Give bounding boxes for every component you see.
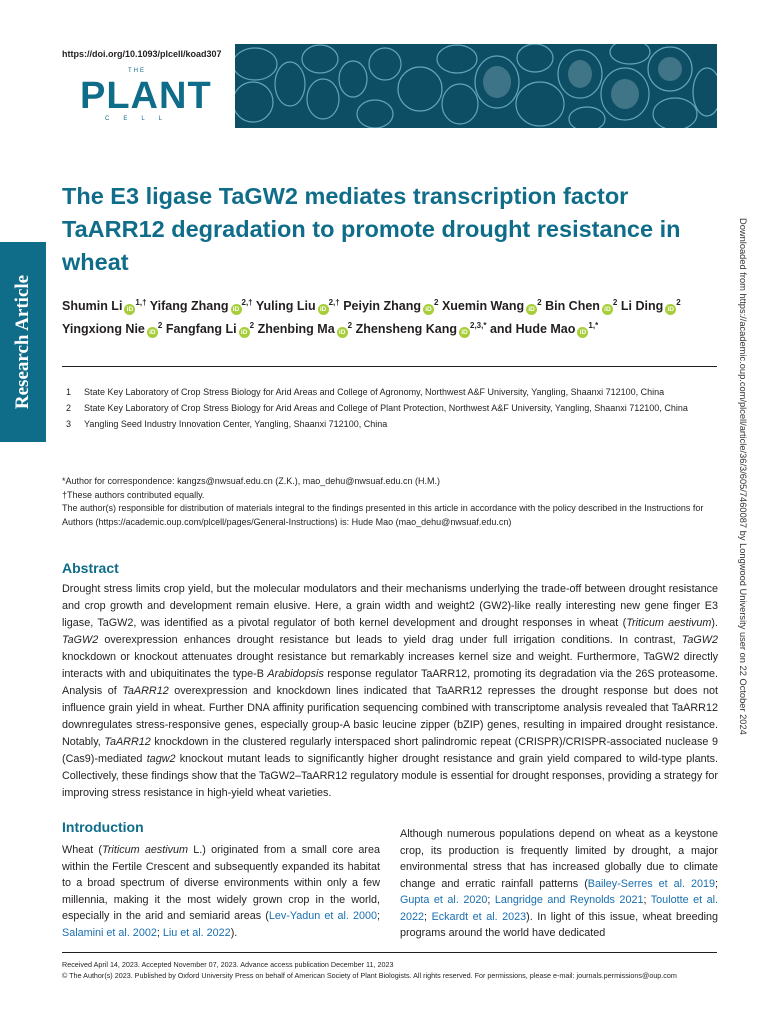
affiliation-marker: 2: [434, 298, 439, 307]
affiliation-text: State Key Laboratory of Crop Stress Biology for Arid Areas and College of Plant Protection, Northwest A&F University, Yangling, Shaanxi 712100, China: [84, 403, 688, 413]
affiliation-number: 1: [66, 387, 72, 397]
journal-logo: [80, 68, 212, 128]
introduction-heading: Introduction: [62, 819, 144, 835]
text-run: ).: [230, 926, 238, 939]
author: [258, 322, 353, 336]
cell-micrograph-banner: [235, 44, 717, 128]
orcid-icon[interactable]: iD: [318, 304, 329, 315]
author: [516, 322, 599, 336]
abstract-text: [62, 581, 718, 802]
orcid-icon[interactable]: iD: [577, 327, 588, 338]
author: [62, 299, 147, 313]
author-name[interactable]: Fangfang Li: [165, 322, 237, 336]
italic-term: tagw2: [146, 753, 176, 765]
text-run: ). In light of this issue, wheat breeding programs around the world have dedicated: [400, 910, 719, 939]
orcid-icon[interactable]: iD: [602, 304, 613, 315]
copyright-notice: © The Author(s) 2023. Published by Oxford University Press on behalf of American Society of Plant Biologists. All rights reserved. For permissions, please e-mail: journals.permissions@oup.com: [62, 971, 677, 980]
affiliation-marker: 1,*: [588, 321, 599, 330]
correspondence-emails: *Author for correspondence: kangzs@nwsuaf.edu.cn (Z.K.), mao_dehu@nwsuaf.edu.cn (H.M.): [62, 476, 440, 486]
citation-link[interactable]: Bailey-Serres et al. 2019: [587, 877, 715, 890]
introduction-column-left: [62, 842, 380, 941]
affiliation-marker: 2: [612, 298, 618, 307]
author-name[interactable]: Yuling Liu: [255, 299, 316, 313]
cell-pattern-graphic: [235, 44, 717, 128]
author-name[interactable]: Peiyin Zhang: [343, 299, 421, 313]
orcid-icon[interactable]: iD: [459, 327, 470, 338]
correspondence-block: [62, 475, 717, 529]
author-name[interactable]: Li Ding: [620, 299, 664, 313]
article-title: The E3 ligase TaGW2 mediates transcription factor TaARR12 degradation to promote drought resistance in wheat: [62, 183, 681, 275]
text-run: ;: [156, 926, 163, 939]
author: [62, 322, 162, 336]
italic-term: TaARR12: [104, 736, 151, 748]
author: [545, 299, 617, 313]
author: [343, 299, 438, 313]
orcid-icon[interactable]: iD: [423, 304, 434, 315]
text-run: ;: [715, 877, 718, 890]
italic-term: Arabidopsis: [267, 668, 324, 680]
doi-link[interactable]: https://doi.org/10.1093/plcell/koad307: [62, 49, 222, 59]
logo-cell: CELL: [105, 116, 177, 122]
introduction-column-right: [400, 826, 718, 942]
logo-plant: PLANT: [80, 75, 212, 117]
author: [356, 322, 487, 336]
author-name[interactable]: Xuemin Wang: [441, 299, 525, 313]
author-name[interactable]: Yingxiong Nie: [62, 322, 145, 336]
text-run: knockdown or knockout attenuates drought resistance but remarkably increases kernel size and weight. Furthermore, TaGW2 directly interacts with and ubiquitinates the type-B: [62, 651, 718, 680]
author: [442, 299, 542, 313]
author: [166, 322, 254, 336]
author: [621, 299, 681, 313]
orcid-icon[interactable]: iD: [124, 304, 135, 315]
text-run: knockdown in the clustered regularly interspaced short palindromic repeat (CRISPR)/CRISPR-associated nuclease 9 (Cas9)-mediated: [62, 736, 719, 765]
affiliation-text: Yangling Seed Industry Innovation Center, Yangling, Shaanxi 712100, China: [84, 419, 388, 429]
footer: [62, 959, 717, 981]
italic-term: Triticum aestivum: [102, 844, 189, 856]
author: [256, 299, 340, 313]
abstract-heading: Abstract: [62, 560, 119, 576]
text-run: ;: [377, 910, 380, 922]
affiliation-marker: 2,†: [328, 298, 340, 307]
article-type-label: Research Article: [12, 274, 33, 410]
article-type-tab: [0, 242, 46, 442]
affiliation-item: [62, 402, 717, 415]
italic-term: TaGW2: [681, 634, 718, 646]
affiliation-marker: 2: [537, 298, 542, 307]
italic-term: TaGW2: [62, 634, 99, 646]
author-name[interactable]: Hude Mao: [515, 322, 576, 336]
affiliation-marker: 2: [249, 321, 255, 330]
affiliation-marker: 2,†: [241, 298, 253, 307]
orcid-icon[interactable]: iD: [231, 304, 242, 315]
affiliation-marker: 2: [157, 321, 163, 330]
affiliation-marker: 2: [347, 321, 353, 330]
text-run: Drought stress limits crop yield, but the molecular modulators and their mechanisms underlying the trade-off between drought resistance and crop growth and development remain elusive. Here, a grain width and weight2 (GW2)-like really interesting new gene finger E3 ligase, TaGW2, was identified as a pivotal regulator of both kernel development and drought responses in wheat (: [62, 583, 718, 629]
affiliation-item: [62, 418, 717, 431]
orcid-icon[interactable]: iD: [337, 327, 348, 338]
affiliation-item: [62, 386, 717, 399]
materials-distribution-note: The author(s) responsible for distribution of materials integral to the findings presented in this article in accordance with the policy described in the Instructions for Authors (https://academic.oup.com/plcell/pages/General-Instructions) is: Hude Mao (mao_dehu@nwsuaf.edu.cn): [62, 503, 704, 527]
author-name[interactable]: Zhenbing Ma: [257, 322, 335, 336]
citation-link[interactable]: Toulotte et al. 2022: [400, 894, 719, 923]
author-connector: and: [489, 322, 516, 336]
orcid-icon[interactable]: iD: [239, 327, 250, 338]
citation-link[interactable]: Gupta et al. 2020: [400, 894, 488, 906]
citation-link[interactable]: Lev-Yadun et al. 2000: [268, 910, 377, 922]
orcid-icon[interactable]: iD: [526, 304, 537, 315]
affiliation-marker: 1,†: [135, 298, 147, 307]
author-list: [62, 293, 722, 339]
italic-term: Triticum aestivum: [626, 617, 712, 629]
received-dates: Received April 14, 2023. Accepted November 07, 2023. Advance access publication December 11, 2023: [62, 960, 394, 969]
footer-divider: [62, 952, 717, 953]
affiliation-number: 3: [66, 419, 72, 429]
author-name[interactable]: Yifang Zhang: [149, 299, 229, 313]
orcid-icon[interactable]: iD: [665, 304, 676, 315]
text-run: Although numerous populations depend on wheat as a keystone crop, its production is frequently limited by drought, a major environmental stress that has increased globally due to climate change and erratic rainfall patterns (: [400, 828, 718, 890]
text-run: L.) originated from a small core area within the Fertile Crescent and subsequently expanded its habitat to a broad spectrum of diverse environments within only a few millennia, making it the most widely grown crop in the world, especially in the arid and semiarid areas (: [62, 844, 380, 922]
author: [150, 299, 253, 313]
logo-the: THE: [128, 68, 146, 74]
citation-link[interactable]: Salamini et al. 2002: [62, 926, 157, 939]
citation-link[interactable]: Liu et al. 2022: [162, 926, 231, 939]
text-run: ).: [711, 617, 718, 629]
text-run: ;: [424, 910, 432, 923]
citation-link[interactable]: Eckardt et al. 2023: [431, 910, 527, 923]
download-note: [733, 218, 751, 778]
text-run: response regulator TaARR12, promoting its degradation via the 26S proteasome. Analysis of: [62, 668, 719, 697]
text-run: Wheat (: [62, 844, 103, 856]
italic-term: TaARR12: [122, 685, 169, 697]
citation-link[interactable]: Langridge and Reynolds 2021: [494, 894, 644, 906]
author-name[interactable]: Bin Chen: [545, 299, 600, 313]
download-note-text: Downloaded from https://academic.oup.com/plcell/article/36/3/605/7460087 by Longwood University user on 22 October 2024: [738, 218, 748, 735]
text-run: overexpression and knockdown lines indicated that TaARR12 represses the drought response but does not influence grain yield in wheat. Further DNA affinity purification sequencing combined with transcriptome analysis revealed that TaARR12 downregulates stress-responsive genes, especially group-A basic leucine zipper (bZIP) genes, resulting in impaired drought resistance. Notably,: [62, 685, 718, 748]
text-run: overexpression enhances drought resistance but leads to yield drag under full irrigation conditions. In contrast,: [98, 634, 682, 646]
affiliation-number: 2: [66, 403, 72, 413]
affiliation-marker: 2,3,*: [470, 321, 487, 330]
equal-contribution-note: †These authors contributed equally.: [62, 489, 205, 500]
affiliation-text: State Key Laboratory of Crop Stress Biology for Arid Areas and College of Agronomy, Northwest A&F University, Yangling, Shaanxi 712100, China: [84, 387, 665, 397]
author-name[interactable]: Shumin Li: [62, 299, 123, 313]
author-name[interactable]: Zhensheng Kang: [355, 322, 457, 336]
text-run: ;: [643, 894, 651, 906]
orcid-icon[interactable]: iD: [147, 327, 158, 338]
text-run: ;: [487, 894, 495, 906]
affiliation-marker: 2: [676, 298, 681, 307]
text-run: knockout mutant leads to significantly higher drought resistance and grain yield compared to wild-type plants. Collectively, these findings show that the TaGW2–TaARR12 regulatory module is essential for drought responses, providing a strategy for improving stress resistance in high-yield wheat varieties.: [62, 753, 718, 799]
divider: [62, 366, 717, 367]
affiliations: [62, 386, 717, 434]
